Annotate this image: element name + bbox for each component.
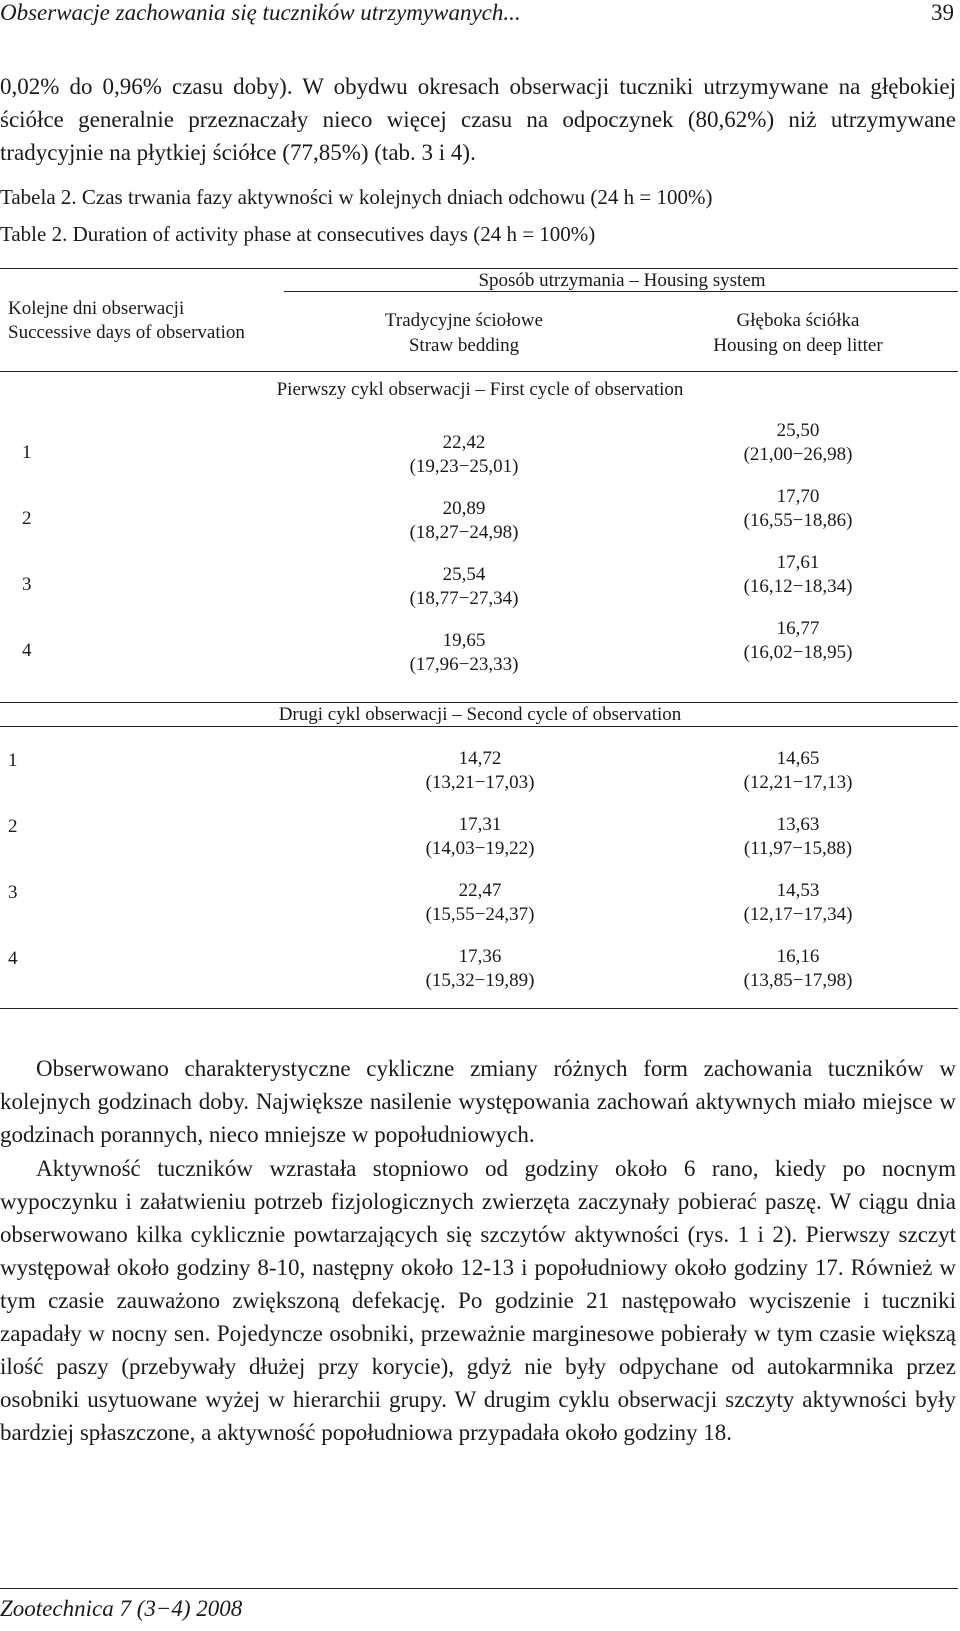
value-range: (16,02−18,95): [743, 642, 853, 663]
day-cell: 2: [8, 816, 18, 837]
value-mean: 22,47: [458, 880, 502, 901]
header-bottom-rule: [0, 371, 958, 372]
value-range: (16,55−18,86): [743, 510, 853, 531]
value-range: (18,27−24,98): [409, 522, 519, 543]
table-caption-en: Table 2. Duration of activity phase at consecutives days (24 h = 100%): [0, 222, 596, 246]
value-range: (17,96−23,33): [409, 654, 519, 675]
running-title: Obserwacje zachowania się tuczników utrzymywanych...: [0, 0, 521, 25]
value-mean: 14,65: [776, 748, 820, 769]
value-mean: 16,16: [776, 946, 820, 967]
value-mean: 20,89: [442, 498, 486, 519]
col-deep-litter-pl: Głęboka ściółka: [736, 310, 860, 331]
value-mean: 19,65: [442, 630, 486, 651]
day-cell: 4: [8, 948, 18, 969]
value-mean: 17,70: [776, 486, 820, 507]
value-range: (21,00−26,98): [743, 444, 853, 465]
value-mean: 25,54: [442, 564, 486, 585]
value-mean: 22,42: [442, 432, 486, 453]
value-mean: 14,72: [458, 748, 502, 769]
value-range: (11,97−15,88): [743, 838, 853, 859]
value-range: (13,85−17,98): [743, 970, 853, 991]
value-mean: 17,61: [776, 552, 820, 573]
first-cycle-label: Pierwszy cykl obserwacji – First cycle of observation: [276, 379, 684, 400]
value-mean: 25,50: [776, 420, 820, 441]
value-range: (14,03−19,22): [425, 838, 535, 859]
housing-system-header: Sposób utrzymania – Housing system: [478, 270, 766, 291]
journal-footer: Zootechnica 7 (3−4) 2008: [0, 1596, 243, 1621]
row-header-en: Successive days of observation: [8, 322, 245, 343]
value-mean: 13,63: [776, 814, 820, 835]
value-range: (12,17−17,34): [743, 904, 853, 925]
value-range: (15,32−19,89): [425, 970, 535, 991]
table-bottom-rule: [0, 1008, 958, 1009]
value-range: (13,21−17,03): [425, 772, 535, 793]
value-mean: 17,36: [458, 946, 502, 967]
footer-rule: [0, 1588, 958, 1589]
value-range: (18,77−27,34): [409, 588, 519, 609]
col-deep-litter-en: Housing on deep litter: [713, 335, 883, 356]
col-straw-en: Straw bedding: [408, 335, 520, 356]
second-cycle-rule: [0, 726, 958, 727]
day-cell: 2: [22, 508, 32, 529]
day-cell: 1: [22, 442, 32, 463]
body-paragraph-2: Aktywność tuczników wzrastała stopniowo od godziny około 6 rano, kiedy po nocnym wypoczynku i załatwieniu potrzeb fizjologicznych zwierzęta zaczynały pobierać paszę. W ciągu dnia obserwowano kilka cyklicznie powtarzających się szczytów aktywności (rys. 1 i 2). Pierwszy szczyt występował około godziny 8-10, następny około 12-13 i popołudniowy około godziny 17. Również w tym czasie zauważono zwiększoną defekację. Po godzinie 21 następowało wyciszenie i tuczniki zapadały w nocny sen. Pojedyncze osobniki, przeważnie marginesowe pobierały w tym czasie większą ilość paszy (przebywały dłużej przy korycie), gdyż nie były odpychane od autokarmnika przez osobniki usytuowane wyżej w hierarchii grupy. W drugim cyklu obserwacji szczyty aktywności były bardziej spłaszczone, a aktywność popołudniowa przypadała około godziny 18.: [0, 1156, 956, 1445]
intro-paragraph: 0,02% do 0,96% czasu doby). W obydwu okresach obserwacji tuczniki utrzymywane na głębokiej ściółce generalnie przeznaczały nieco więcej czasu na odpoczynek (80,62%) niż utrzymywane tradycyjnie na płytkiej ściółce (77,85%) (tab. 3 i 4).: [0, 74, 956, 165]
value-range: (12,21−17,13): [743, 772, 853, 793]
day-cell: 3: [8, 882, 18, 903]
value-range: (19,23−25,01): [409, 456, 519, 477]
page-number: 39: [931, 0, 954, 25]
col-straw-pl: Tradycyjne ściołowe: [384, 310, 544, 331]
body-paragraph-1: Obserwowano charakterystyczne cykliczne zmiany różnych form zachowania tuczników w kolejnych godzinach doby. Największe nasilenie występowania zachowań aktywnych miało miejsce w godzinach porannych, nieco mniejsze w popołudniowych.: [0, 1056, 956, 1147]
value-range: (15,55−24,37): [425, 904, 535, 925]
value-mean: 17,31: [458, 814, 502, 835]
value-mean: 14,53: [776, 880, 820, 901]
day-cell: 1: [8, 750, 18, 771]
table-caption-pl: Tabela 2. Czas trwania fazy aktywności w kolejnych dniach odchowu (24 h = 100%): [0, 185, 713, 209]
second-cycle-label: Drugi cykl obserwacji – Second cycle of observation: [278, 704, 682, 725]
row-header-pl: Kolejne dni obserwacji: [8, 298, 185, 319]
group-header-rule: [284, 291, 958, 292]
day-cell: 4: [22, 640, 32, 661]
day-cell: 3: [22, 574, 32, 595]
value-range: (16,12−18,34): [743, 576, 853, 597]
value-mean: 16,77: [776, 618, 820, 639]
